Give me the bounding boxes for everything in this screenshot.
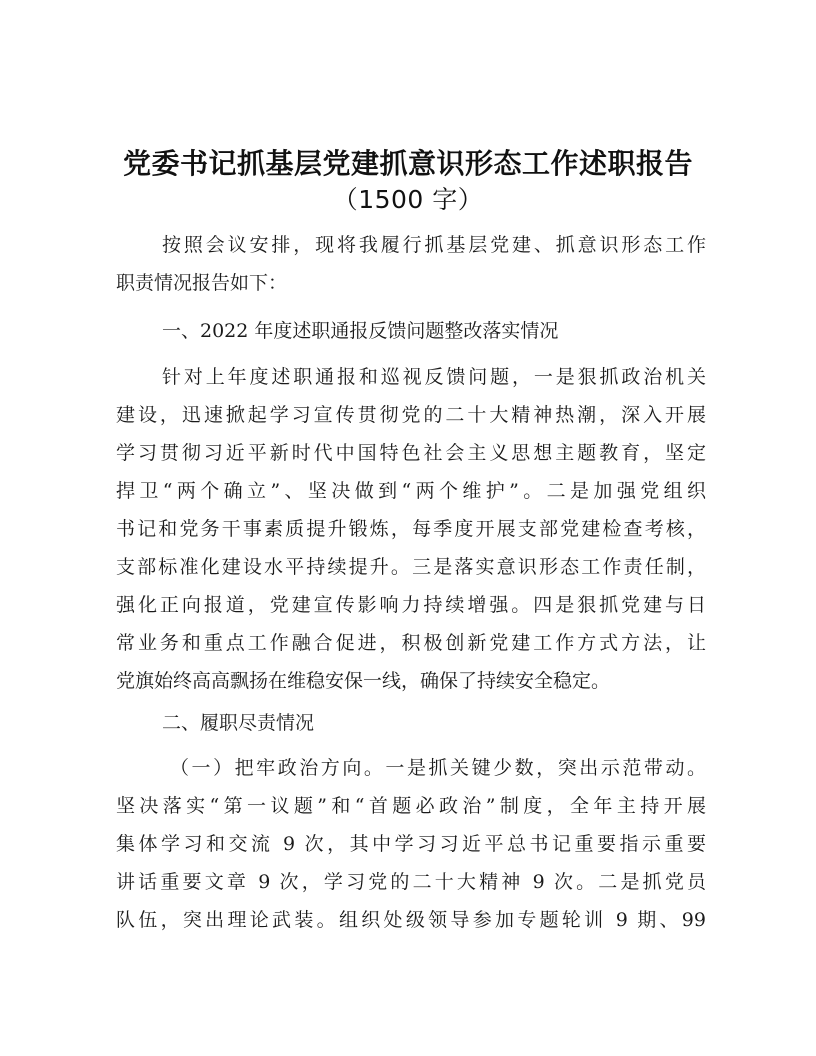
paragraph-line: （一）把牢政治方向。一是抓关键少数，突出示范带动。 (170, 757, 706, 779)
paragraph-line: 支部标准化建设水平持续提升。三是落实意识形态工作责任制， (116, 556, 706, 578)
paragraph-line: 职责情况报告如下： (116, 272, 288, 294)
paragraph-line: 坚决落实“第一议题”和“首题必政治”制度，全年主持开展 (116, 795, 706, 817)
paragraph-line: 常业务和重点工作融合促进，积极创新党建工作方式方法，让 (116, 632, 706, 654)
paragraph-line: 建设，迅速掀起学习宣传贯彻党的二十大精神热潮，深入开展 (116, 404, 706, 426)
paragraph-line: 针对上年度述职通报和巡视反馈问题，一是狠抓政治机关 (162, 366, 706, 388)
paragraph-line: 强化正向报道，党建宣传影响力持续增强。四是狠抓党建与日 (116, 594, 706, 616)
paragraph-line: 捍卫“两个确立”、坚决做到“两个维护”。二是加强党组织 (116, 480, 706, 502)
paragraph-line: 党旗始终高高飘扬在维稳安保一线，确保了持续安全稳定。 (116, 670, 611, 692)
paragraph-line: 队伍，突出理论武装。组织处级领导参加专题轮训 9 期、99 (116, 909, 706, 931)
paragraph-line: 学习贯彻习近平新时代中国特色社会主义思想主题教育，坚定 (116, 442, 706, 464)
section-heading: 一、2022 年度述职通报反馈问题整改落实情况 (162, 320, 559, 342)
section-heading: 二、履职尽责情况 (162, 712, 315, 734)
document-title-wordcount: （1500 字） (332, 185, 484, 214)
paragraph-line: 书记和党务干事素质提升锻炼，每季度开展支部党建检查考核， (116, 518, 706, 540)
paragraph-line: 集体学习和交流 9 次，其中学习习近平总书记重要指示重要 (116, 833, 706, 855)
document-title: 党委书记抓基层党建抓意识形态工作述职报告 (122, 147, 693, 180)
paragraph-line: 讲话重要文章 9 次，学习党的二十大精神 9 次。二是抓党员 (116, 871, 706, 893)
paragraph-line: 按照会议安排，现将我履行抓基层党建、抓意识形态工作 (162, 234, 706, 256)
